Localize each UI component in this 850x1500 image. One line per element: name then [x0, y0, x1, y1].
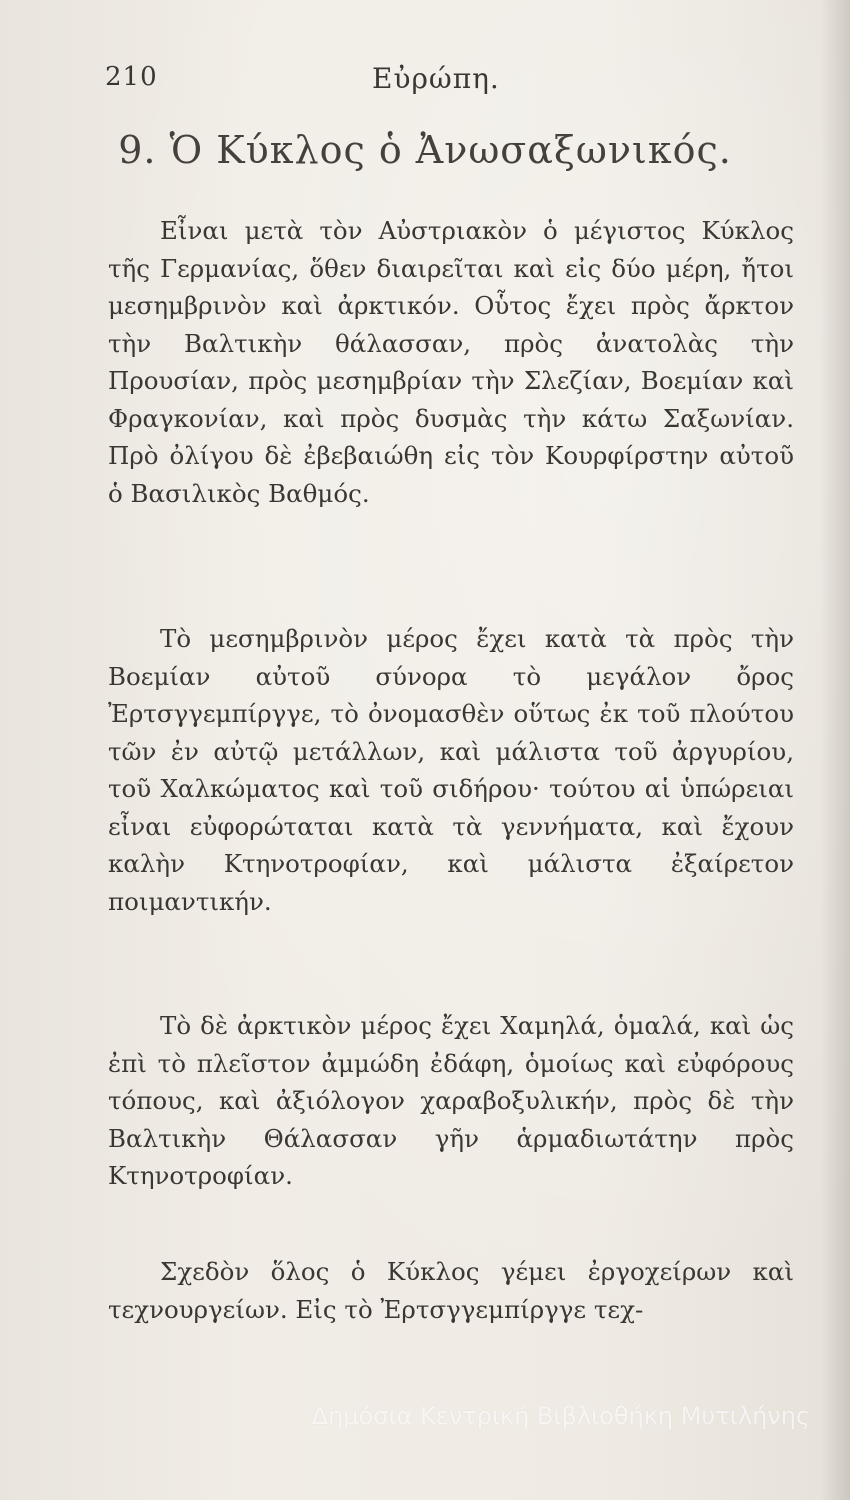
library-watermark: Δημόσια Κεντρική Βιβλιοθήκη Μυτιλήνης	[311, 1402, 810, 1430]
paragraph-3-block	[108, 1007, 794, 1195]
paragraph: Τὸ δὲ ἀρκτικὸν μέρος ἔχει Χαμηλά, ὁμαλά, καὶ ὡς ἐπὶ τὸ πλεῖστον ἀμμώδη ἐδάφη, ὁμοίως καὶ εὐφόρους τόπους, καὶ ἀξιόλογον χαραβοξυλικήν, πρὸς δὲ τὴν Βαλτικὴν Θάλασσαν γῆν ἁρμαδιωτάτην πρὸς Κτηνοτροφίαν.	[108, 1011, 794, 1190]
page-number: 210	[105, 62, 158, 92]
paragraph: Τὸ μεσημβρινὸν μέρος ἔχει κατὰ τὰ πρὸς τὴν Βοεμίαν αὐτοῦ σύνορα τὸ μεγάλον ὄρος Ἐρτσγγεμπίργγε, τὸ ὀνομασθὲν οὕτως ἐκ τοῦ πλούτου τῶν ἐν αὐτῷ μετάλλων, καὶ μάλιστα τοῦ ἀργυρίου, τοῦ Χαλκώματος καὶ τοῦ σιδήρου· τούτου αἱ ὑπώρειαι εἶναι εὐφορώταται κατὰ τὰ γεννήματα, καὶ ἔχουν καλὴν Κτηνοτροφίαν, καὶ μάλιστα ἐξαίρετον ποιμαντικήν.	[108, 624, 794, 916]
paragraph: Εἶναι μετὰ τὸν Αὐστριακὸν ὁ μέγιστος Κύκλος τῆς Γερμανίας, ὅθεν διαιρεῖται καὶ εἰς δύο μέρη, ἤτοι μεσημβρινὸν καὶ ἀρκτικόν. Οὗτος ἔχει πρὸς ἄρκτον τὴν Βαλτικὴν θάλασσαν, πρὸς ἀνατολὰς τὴν Προυσίαν, πρὸς μεσημβρίαν τὴν Σλεζίαν, Βοεμίαν καὶ Φραγκονίαν, καὶ πρὸς δυσμὰς τὴν κάτω Σαξωνίαν. Πρὸ ὀλίγου δὲ ἐβεβαιώθη εἰς τὸν Κουρφίρστην αὐτοῦ ὁ Βασιλικὸς Βαθμός.	[108, 216, 794, 508]
section-heading: 9. Ὁ Κύκλος ὁ Ἀνωσαξωνικός.	[118, 128, 732, 172]
paragraph-1-block	[108, 212, 794, 512]
running-title: Εὐρώπη.	[372, 62, 500, 95]
paragraph: Σχεδὸν ὅλος ὁ Κύκλος γέμει ἐργοχείρων καὶ τεχνουργείων. Εἰς τὸ Ἐρτσγγεμπίργγε τεχ-	[108, 1257, 794, 1324]
running-head	[0, 62, 850, 102]
paragraph-4-block	[108, 1253, 794, 1328]
paragraph-2-block	[108, 620, 794, 920]
spine-shadow	[820, 0, 850, 1500]
